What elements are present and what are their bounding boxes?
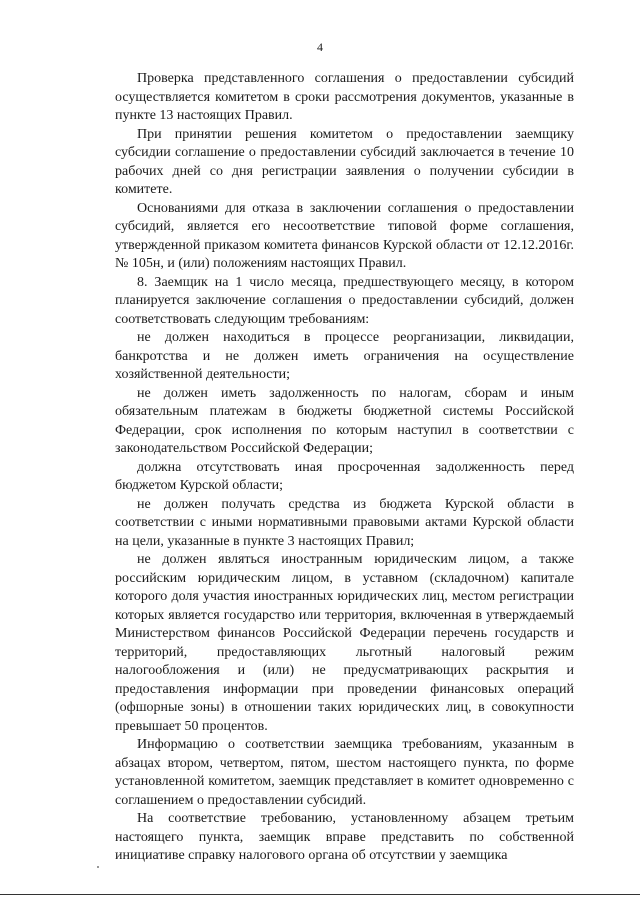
paragraph-refusal-grounds: Основаниями для отказа в заключении соглашения о предоставлении субсидий, является его несоответствие типовой форме соглашения, утвержденной приказом комитета финансов Курской области от 12.12.2016г. № 105н, и (или) положениям настоящих Правил.	[115, 200, 574, 271]
paragraph-requirement-tax-debt: не должен иметь задолженность по налогам, сборам и иным обязательным платежам в бюджеты бюджетной системы Российской Федерации, срок исполнения по которым наступил в соответствии с законодательством Российской Федерации;	[115, 385, 574, 456]
paragraph-agreement-conclusion: При принятии решения комитетом о предоставлении заемщику субсидии соглашение о предоставлении субсидий заключается в течение 10 рабочих дней со дня регистрации заявления о получении субсидии в комитете.	[115, 126, 574, 197]
page-bottom-edge	[0, 894, 640, 895]
paragraph-requirement-other-funds: не должен получать средства из бюджета Курской области в соответствии с иными нормативными правовыми актами Курской области на цели, указанные в пункте 3 настоящих Правил;	[115, 496, 574, 549]
scan-artifact	[97, 866, 99, 868]
paragraph-compliance-information: Информацию о соответствии заемщика требованиям, указанным в абзацах втором, четвертом, пятом, шестом настоящего пункта, по форме установленной комитетом, заемщик представляет в комитет одновременно с соглашением о предоставлении субсидий.	[115, 737, 574, 808]
paragraph-requirement-foreign-entity: не должен являться иностранным юридическим лицом, а также российским юридическим лицом, в уставном (складочном) капитале которого доля участия иностранных юридических лиц, местом регистрации которых является государство или территория, включенная в утверждаемый Министерством финансов Российской Федерации перечень государств и территорий, предоставляющих льготный налоговый режим налогообложения и (или) не предусматривающих раскрытия и предоставления информации при проведении финансовых операций (офшорные зоны) в отношении таких юридических лиц, в совокупности превышает 50 процентов.	[115, 552, 574, 734]
paragraph-clause-8: 8. Заемщик на 1 число месяца, предшествующего месяцу, в котором планируется заключение соглашения о предоставлении субсидий, должен соответствовать следующим требованиям:	[115, 274, 574, 327]
paragraph-tax-certificate: На соответствие требованию, установленному абзацем третьим настоящего пункта, заемщик вправе представить по собственной инициативе справку налогового органа об отсутствии у заемщика	[115, 811, 574, 863]
paragraph-agreement-check: Проверка представленного соглашения о предоставлении субсидий осуществляется комитетом в сроки рассмотрения документов, указанные в пункте 13 настоящих Правил.	[115, 71, 574, 123]
document-body	[115, 70, 574, 866]
paragraph-requirement-reorganization: не должен находиться в процессе реорганизации, ликвидации, банкротства и не должен иметь ограничения на осуществление хозяйственной деятельности;	[115, 330, 574, 382]
page-number: 4	[317, 40, 323, 54]
paragraph-requirement-overdue-debt: должна отсутствовать иная просроченная задолженность перед бюджетом Курской области;	[115, 459, 574, 493]
